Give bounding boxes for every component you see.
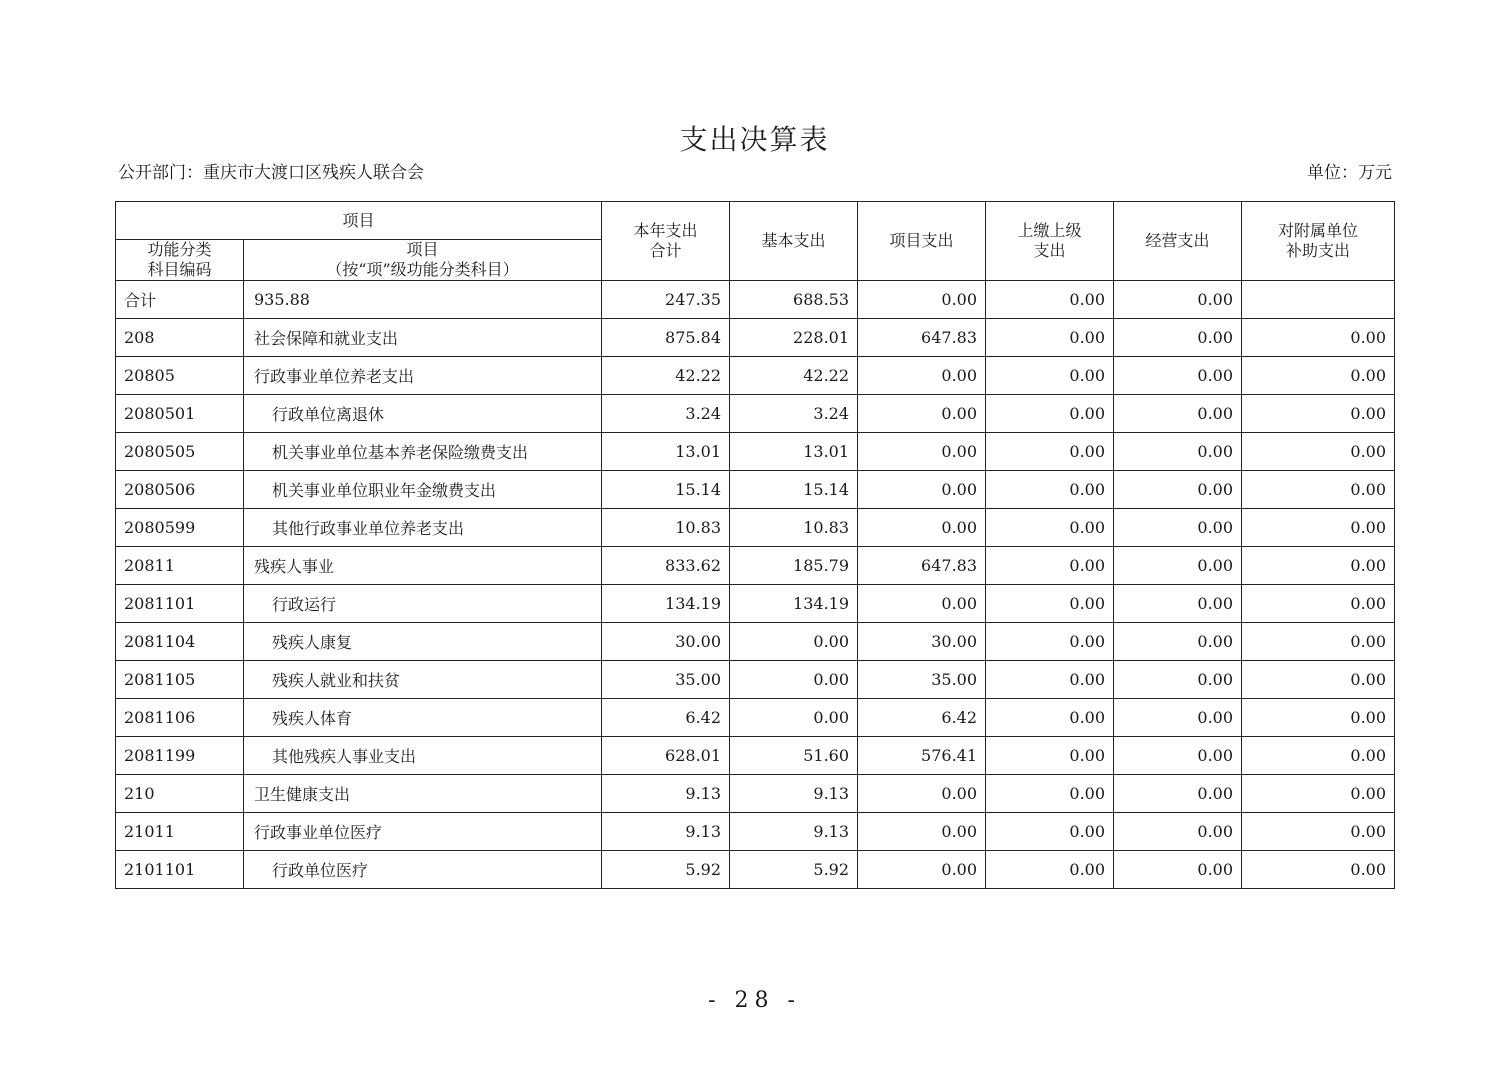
business-cell: 0.00	[1114, 509, 1242, 547]
basic-cell: 0.00	[730, 623, 858, 661]
project-cell: 0.00	[858, 775, 986, 813]
header-subsidy	[1242, 202, 1395, 281]
upper-cell: 0.00	[986, 319, 1114, 357]
total-cell: 13.01	[602, 433, 730, 471]
basic-cell: 134.19	[730, 585, 858, 623]
name-cell: 行政单位离退休	[244, 395, 602, 433]
project-cell: 0.00	[858, 509, 986, 547]
basic-cell: 0.00	[730, 699, 858, 737]
business-cell: 0.00	[1114, 737, 1242, 775]
header-item	[244, 240, 602, 281]
upper-cell: 0.00	[986, 357, 1114, 395]
total-cell: 3.24	[602, 395, 730, 433]
total-cell: 30.00	[602, 623, 730, 661]
total-cell: 10.83	[602, 509, 730, 547]
name-cell: 行政单位医疗	[244, 851, 602, 889]
total-cell: 5.92	[602, 851, 730, 889]
header-upper	[986, 202, 1114, 281]
project-cell: 35.00	[858, 661, 986, 699]
business-cell: 0.00	[1114, 775, 1242, 813]
table-row	[116, 699, 1395, 737]
project-cell: 0.00	[858, 395, 986, 433]
subsidy-cell: 0.00	[1242, 357, 1395, 395]
total-cell: 134.19	[602, 585, 730, 623]
total-cell: 628.01	[602, 737, 730, 775]
business-cell: 0.00	[1114, 547, 1242, 585]
upper-cell: 0.00	[986, 623, 1114, 661]
subsidy-cell: 0.00	[1242, 851, 1395, 889]
total-cell-3: 688.53	[730, 281, 858, 319]
header-func-code-line2: 科目编码	[147, 260, 212, 279]
total-cell: 875.84	[602, 319, 730, 357]
upper-cell: 0.00	[986, 813, 1114, 851]
upper-cell: 0.00	[986, 851, 1114, 889]
header-subsidy-line1: 对附属单位	[1278, 221, 1359, 240]
business-cell: 0.00	[1114, 851, 1242, 889]
business-cell: 0.00	[1114, 471, 1242, 509]
header-item-line2: （按“项”级功能分类科目）	[326, 260, 519, 279]
name-cell: 其他残疾人事业支出	[244, 737, 602, 775]
total-cell-7	[1242, 281, 1395, 319]
subsidy-cell: 0.00	[1242, 623, 1395, 661]
basic-cell: 13.01	[730, 433, 858, 471]
name-cell: 残疾人事业	[244, 547, 602, 585]
basic-cell: 3.24	[730, 395, 858, 433]
project-cell: 0.00	[858, 851, 986, 889]
name-cell: 行政运行	[244, 585, 602, 623]
code-cell: 2081199	[116, 737, 244, 775]
subsidy-cell: 0.00	[1242, 661, 1395, 699]
subsidy-cell: 0.00	[1242, 547, 1395, 585]
business-cell: 0.00	[1114, 623, 1242, 661]
basic-cell: 185.79	[730, 547, 858, 585]
name-cell: 社会保障和就业支出	[244, 319, 602, 357]
basic-cell: 9.13	[730, 813, 858, 851]
basic-cell: 42.22	[730, 357, 858, 395]
total-cell: 35.00	[602, 661, 730, 699]
project-cell: 0.00	[858, 433, 986, 471]
project-cell: 0.00	[858, 585, 986, 623]
header-total	[602, 202, 730, 281]
subsidy-cell: 0.00	[1242, 775, 1395, 813]
code-cell: 2080506	[116, 471, 244, 509]
upper-cell: 0.00	[986, 699, 1114, 737]
business-cell: 0.00	[1114, 585, 1242, 623]
upper-cell: 0.00	[986, 737, 1114, 775]
total-cell: 6.42	[602, 699, 730, 737]
business-cell: 0.00	[1114, 319, 1242, 357]
upper-cell: 0.00	[986, 471, 1114, 509]
header-upper-line2: 支出	[1033, 241, 1066, 260]
basic-cell: 15.14	[730, 471, 858, 509]
upper-cell: 0.00	[986, 547, 1114, 585]
name-cell: 卫生健康支出	[244, 775, 602, 813]
header-subsidy-line2: 补助支出	[1286, 241, 1351, 260]
table-row	[116, 471, 1395, 509]
code-cell: 2081104	[116, 623, 244, 661]
subsidy-cell: 0.00	[1242, 737, 1395, 775]
code-cell: 2080505	[116, 433, 244, 471]
basic-cell: 51.60	[730, 737, 858, 775]
header-func-code-line1: 功能分类	[147, 240, 212, 259]
business-cell: 0.00	[1114, 433, 1242, 471]
total-cell: 42.22	[602, 357, 730, 395]
business-cell: 0.00	[1114, 813, 1242, 851]
basic-cell: 5.92	[730, 851, 858, 889]
upper-cell: 0.00	[986, 395, 1114, 433]
total-cell-5: 0.00	[986, 281, 1114, 319]
project-cell: 30.00	[858, 623, 986, 661]
total-cell: 9.13	[602, 813, 730, 851]
department-label: 公开部门：重庆市大渡口区残疾人联合会	[118, 163, 424, 183]
unit-label: 单位：万元	[1307, 163, 1392, 183]
subsidy-cell: 0.00	[1242, 813, 1395, 851]
code-cell: 2101101	[116, 851, 244, 889]
table-row	[116, 737, 1395, 775]
name-cell: 行政事业单位养老支出	[244, 357, 602, 395]
business-cell: 0.00	[1114, 661, 1242, 699]
header-total-line2: 合计	[649, 241, 682, 260]
code-cell: 2081101	[116, 585, 244, 623]
subsidy-cell: 0.00	[1242, 471, 1395, 509]
code-cell: 2080501	[116, 395, 244, 433]
upper-cell: 0.00	[986, 661, 1114, 699]
total-cell: 15.14	[602, 471, 730, 509]
total-label: 合计	[116, 281, 244, 319]
total-cell-6: 0.00	[1114, 281, 1242, 319]
code-cell: 210	[116, 775, 244, 813]
project-cell: 0.00	[858, 813, 986, 851]
business-cell: 0.00	[1114, 699, 1242, 737]
name-cell: 行政事业单位医疗	[244, 813, 602, 851]
upper-cell: 0.00	[986, 585, 1114, 623]
subsidy-cell: 0.00	[1242, 395, 1395, 433]
project-cell: 576.41	[858, 737, 986, 775]
upper-cell: 0.00	[986, 509, 1114, 547]
name-cell: 机关事业单位基本养老保险缴费支出	[244, 433, 602, 471]
name-cell: 残疾人体育	[244, 699, 602, 737]
page-title: 支出决算表	[679, 123, 830, 156]
table-row	[116, 851, 1395, 889]
header-basic: 基本支出	[730, 202, 858, 281]
table-row	[116, 585, 1395, 623]
code-cell: 2081106	[116, 699, 244, 737]
basic-cell: 9.13	[730, 775, 858, 813]
table-row	[116, 661, 1395, 699]
total-row	[116, 281, 1395, 319]
table-row	[116, 547, 1395, 585]
basic-cell: 10.83	[730, 509, 858, 547]
name-cell: 机关事业单位职业年金缴费支出	[244, 471, 602, 509]
name-cell: 残疾人康复	[244, 623, 602, 661]
basic-cell: 228.01	[730, 319, 858, 357]
table-row	[116, 509, 1395, 547]
page-number: - 28 -	[708, 988, 801, 1013]
header-func-code	[116, 240, 244, 281]
subsidy-cell: 0.00	[1242, 585, 1395, 623]
header-total-line1: 本年支出	[633, 221, 698, 240]
total-cell-4: 0.00	[858, 281, 986, 319]
header-project-expense: 项目支出	[858, 202, 986, 281]
upper-cell: 0.00	[986, 433, 1114, 471]
project-cell: 6.42	[858, 699, 986, 737]
basic-cell: 0.00	[730, 661, 858, 699]
code-cell: 2081105	[116, 661, 244, 699]
subsidy-cell: 0.00	[1242, 433, 1395, 471]
total-cell: 833.62	[602, 547, 730, 585]
project-cell: 647.83	[858, 547, 986, 585]
subsidy-cell: 0.00	[1242, 509, 1395, 547]
table-row	[116, 433, 1395, 471]
table-row	[116, 775, 1395, 813]
header-project: 项目	[116, 202, 602, 240]
code-cell: 21011	[116, 813, 244, 851]
code-cell: 20811	[116, 547, 244, 585]
table-row	[116, 623, 1395, 661]
project-cell: 0.00	[858, 357, 986, 395]
project-cell: 0.00	[858, 471, 986, 509]
code-cell: 2080599	[116, 509, 244, 547]
table-row	[116, 395, 1395, 433]
upper-cell: 0.00	[986, 775, 1114, 813]
header-upper-line1: 上缴上级	[1017, 221, 1082, 240]
header-business: 经营支出	[1114, 202, 1242, 281]
name-cell: 其他行政事业单位养老支出	[244, 509, 602, 547]
code-cell: 20805	[116, 357, 244, 395]
subsidy-cell: 0.00	[1242, 319, 1395, 357]
name-cell: 残疾人就业和扶贫	[244, 661, 602, 699]
business-cell: 0.00	[1114, 357, 1242, 395]
expenditure-table	[115, 201, 1395, 889]
total-cell-2: 247.35	[602, 281, 730, 319]
code-cell: 208	[116, 319, 244, 357]
subsidy-cell: 0.00	[1242, 699, 1395, 737]
total-cell: 9.13	[602, 775, 730, 813]
business-cell: 0.00	[1114, 395, 1242, 433]
project-cell: 647.83	[858, 319, 986, 357]
table-row	[116, 813, 1395, 851]
header-item-line1: 项目	[406, 240, 439, 259]
table-row	[116, 357, 1395, 395]
total-cell-1: 935.88	[244, 281, 602, 319]
table-row	[116, 319, 1395, 357]
